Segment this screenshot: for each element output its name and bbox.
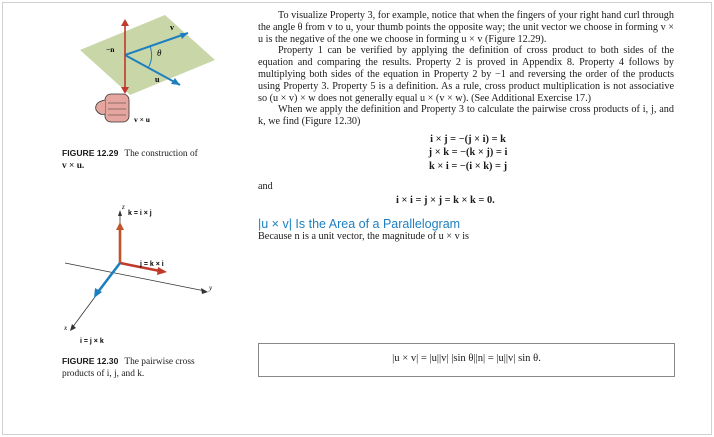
- main-text-column: [258, 10, 674, 243]
- right-hand-icon: [96, 94, 129, 122]
- figure-12-30-caption-text-2: products of i, j, and k.: [62, 368, 145, 379]
- i-vector: [98, 263, 120, 292]
- paragraph-2: Property 1 can be verified by applying the definition of cross product to both sides of the equation and comparing the results. Property 2 is proved in Appendix 8. Property 4 follows by multiplying both sides of the equation in Property 2 by −1 and reversing the order of the products using Property 3. Property 5 is a definition. As a rule, cross product multiplication is not associative so (u × v) × w does not generally equal u × (v × w). (See Additional Exercise 17.): [258, 45, 674, 104]
- y-label: y: [209, 284, 213, 292]
- vxu-label: v × u: [134, 115, 150, 124]
- equation-i-cross-j: i × j = −(j × i) = k: [430, 133, 506, 145]
- equation-k-cross-i: k × i = −(i × k) = j: [428, 160, 508, 172]
- z-label: z: [122, 203, 125, 211]
- and-row: [258, 181, 674, 209]
- equation-j-cross-k: j × k = −(k × j) = i: [428, 147, 508, 159]
- theta-label: θ: [157, 48, 162, 58]
- paragraph-3: When we apply the definition and Property 3 to calculate the pairwise cross products of i, j, and k, we find (Figure 12.30): [258, 104, 674, 128]
- x-arrowhead: [70, 324, 76, 331]
- neg-n-arrowhead: [121, 19, 129, 26]
- figure-12-30-caption: [62, 356, 232, 380]
- figure-12-29-caption-text-1: The construction of: [124, 149, 198, 159]
- plane: [80, 15, 215, 95]
- figure-12-29-caption-text-2: v × u.: [62, 160, 85, 171]
- v-label: v: [170, 23, 174, 32]
- figure-12-29-caption: [62, 148, 252, 172]
- i-eq-label: i = j × k: [80, 338, 104, 345]
- figure-12-30-caption-text-1: The pairwise cross: [124, 357, 195, 367]
- x-label: x: [64, 324, 68, 332]
- j-eq-label: j = k × i: [140, 261, 164, 268]
- y-arrowhead: [201, 288, 208, 294]
- section-title: |u × v| Is the Area of a Parallelogram: [258, 217, 461, 232]
- k-eq-label: k = i × j: [128, 210, 152, 217]
- figure-12-30-diagram: [60, 188, 220, 348]
- j-arrowhead: [157, 267, 167, 275]
- figure-12-29-diagram: [70, 10, 220, 140]
- section-body: Because n is a unit vector, the magnitude of u × v is: [258, 231, 470, 243]
- figure-12-30-label: FIGURE 12.30: [62, 356, 119, 366]
- neg-n-label: −n: [106, 45, 115, 54]
- equation-self-cross-zero: i × i = j × j = k × k = 0.: [396, 195, 495, 207]
- magnitude-formula: |u × v| = |u||v| |sin θ||n| = |u||v| sin θ.: [392, 353, 541, 364]
- pairwise-cross-products: [358, 133, 578, 174]
- u-label: u: [155, 75, 160, 84]
- paragraph-1: To visualize Property 3, for example, notice that when the fingers of your right hand curl through the angle θ from v to u, your thumb points the opposite way; the unit vector we choose in forming v × u is the negative of the one we choose in forming u × v (Figure 12.29).: [258, 10, 674, 45]
- and-label: and: [258, 181, 273, 193]
- figure-12-29-label: FIGURE 12.29: [62, 148, 119, 158]
- k-arrowhead: [116, 222, 124, 230]
- magnitude-formula-box: [258, 343, 675, 377]
